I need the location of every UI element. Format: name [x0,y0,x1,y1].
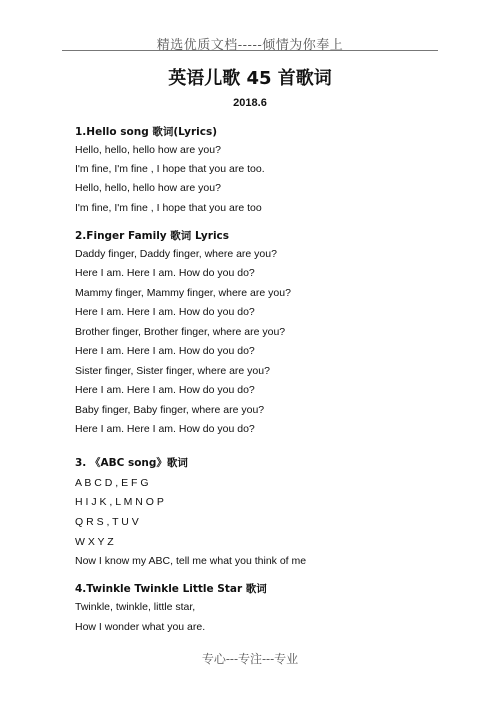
lyric-line: Hello, hello, hello how are you? [75,182,221,194]
lyric-line: Daddy finger, Daddy finger, where are you? [75,248,277,260]
lyric-line: Now I know my ABC, tell me what you think of me [75,555,307,567]
lyric-line: Here I am. Here I am. How do you do? [75,423,255,435]
lyric-line: Twinkle, twinkle, little star, [75,601,196,613]
document-date: 2018.6 [233,97,267,109]
song-heading: 3. 《ABC song》歌词 [75,457,188,469]
lyric-line: Hello, hello, hello how are you? [75,144,221,156]
song-heading: 2.Finger Family 歌词 Lyrics [75,230,230,242]
page-header: 精选优质文档-----倾情为你奉上 [156,38,344,53]
song-heading: 4.Twinkle Twinkle Little Star 歌词 [75,583,267,595]
lyric-line: Here I am. Here I am. How do you do? [75,267,255,279]
lyric-line: Here I am. Here I am. How do you do? [75,384,255,396]
lyric-line: Mammy finger, Mammy finger, where are you? [75,287,291,299]
lyric-line: H I J K , L M N O P [75,496,164,508]
lyric-line: I'm fine, I'm fine , I hope that you are too [75,202,262,214]
lyric-line: Here I am. Here I am. How do you do? [75,345,255,357]
lyric-line: Q R S , T U V [75,516,139,528]
header-rule [62,50,438,51]
lyric-line: How I wonder what you are. [75,621,206,633]
lyric-line: Brother finger, Brother finger, where are you? [75,326,286,338]
lyric-line: Sister finger, Sister finger, where are you? [75,365,270,377]
document-title: 英语儿歌 45 首歌词 [168,68,332,89]
lyric-line: A B C D , E F G [75,477,149,489]
lyric-line: I'm fine, I'm fine , I hope that you are too. [75,163,265,175]
lyric-line: W X Y Z [75,536,114,548]
lyric-line: Baby finger, Baby finger, where are you? [75,404,265,416]
song-heading: 1.Hello song 歌词(Lyrics) [75,126,218,138]
page-footer: 专心---专注---专业 [201,652,299,666]
lyric-line: Here I am. Here I am. How do you do? [75,306,255,318]
